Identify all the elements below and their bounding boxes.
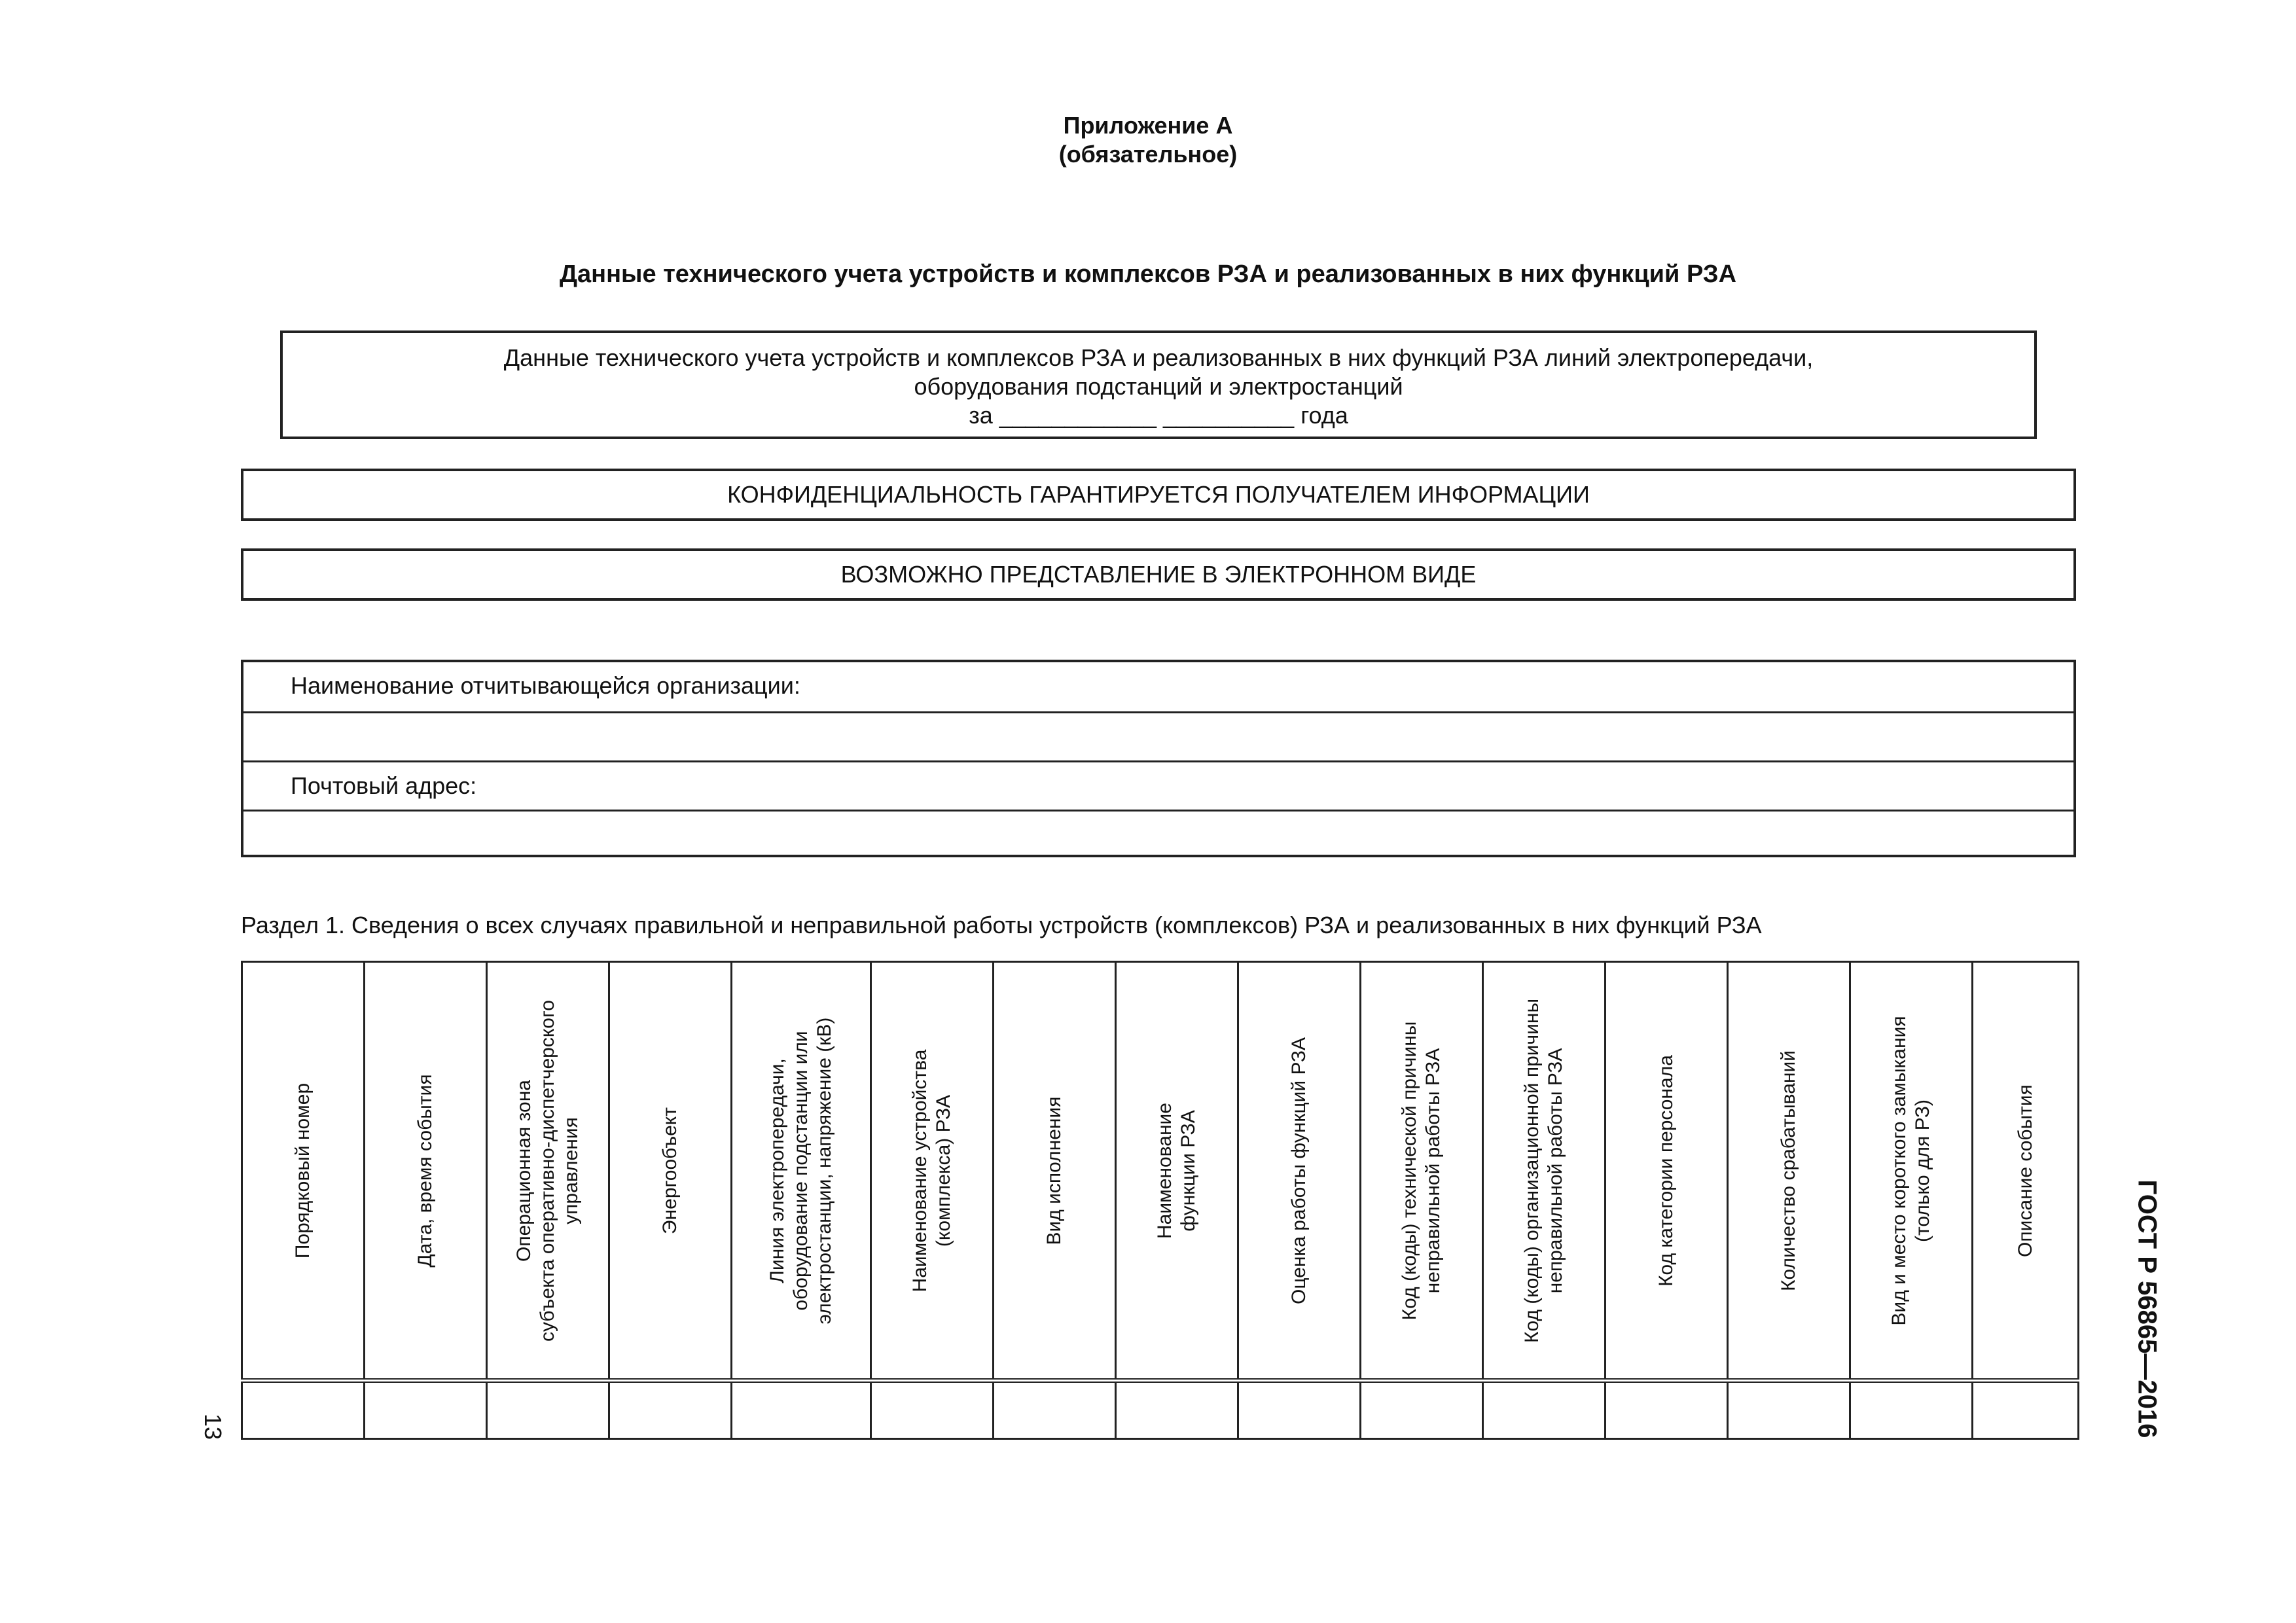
page-number-container xyxy=(196,1400,229,1453)
appendix-title: Приложение А xyxy=(1063,112,1233,139)
postal-address-field[interactable] xyxy=(243,810,2073,859)
column-header-label: Описание события xyxy=(2014,1084,2036,1257)
period-line-1: Данные технического учета устройств и комплексов РЗА и реализованных в них функций РЗА линий электропередачи, xyxy=(503,344,1814,371)
org-name-field[interactable] xyxy=(243,711,2073,760)
table-row xyxy=(242,1381,2079,1439)
org-name-label: Наименование отчитывающейся организации: xyxy=(291,672,800,699)
column-header-label: Порядковый номер xyxy=(292,1082,314,1258)
column-header-energy-facility xyxy=(609,962,732,1381)
column-header-power-line-equipment xyxy=(732,962,871,1381)
column-header-function-assessment xyxy=(1238,962,1361,1381)
column-header-technical-cause-code xyxy=(1361,962,1483,1381)
table-cell[interactable] xyxy=(1605,1381,1728,1439)
column-header-label: Код (коды) организационной причины неправильной работы РЗА xyxy=(1521,998,1566,1343)
postal-address-label: Почтовый адрес: xyxy=(243,760,2073,810)
standard-code: ГОСТ Р 56865—2016 xyxy=(2132,1179,2162,1438)
column-header-label: Код (коды) технической причины неправильной работы РЗА xyxy=(1399,1021,1444,1320)
column-header-function-name xyxy=(1116,962,1238,1381)
column-header-device-name xyxy=(871,962,994,1381)
column-header-personnel-category xyxy=(1605,962,1728,1381)
column-header-short-circuit xyxy=(1850,962,1973,1381)
period-line-2: оборудования подстанций и электростанций xyxy=(914,373,1403,400)
column-header-label: Дата, время события xyxy=(414,1073,436,1268)
table-cell[interactable] xyxy=(1238,1381,1361,1439)
reporting-period-box xyxy=(280,330,2037,439)
period-line-3: за ____________ __________ года xyxy=(969,402,1348,429)
column-header-label: Наименование устройства (комплекса) РЗА xyxy=(909,1049,954,1292)
electronic-format-banner: ВОЗМОЖНО ПРЕДСТАВЛЕНИЕ В ЭЛЕКТРОННОМ ВИДЕ xyxy=(241,548,2076,601)
column-header-label: Вид и место короткого замыкания (только для РЗ) xyxy=(1888,1015,1933,1326)
table-cell[interactable] xyxy=(871,1381,994,1439)
column-header-label: Количество срабатываний xyxy=(1778,1050,1799,1291)
table-cell[interactable] xyxy=(609,1381,732,1439)
organization-info-box xyxy=(241,660,2076,857)
column-header-label: Наименование функции РЗА xyxy=(1154,1102,1199,1239)
column-header-event-datetime xyxy=(365,962,487,1381)
table-cell[interactable] xyxy=(1973,1381,2079,1439)
table-cell[interactable] xyxy=(994,1381,1116,1439)
appendix-status: (обязательное) xyxy=(1058,141,1238,168)
table-cell[interactable] xyxy=(1728,1381,1850,1439)
confidentiality-banner: КОНФИДЕНЦИАЛЬНОСТЬ ГАРАНТИРУЕТСЯ ПОЛУЧАТЕЛЕМ ИНФОРМАЦИИ xyxy=(241,469,2076,521)
column-header-label: Вид исполнения xyxy=(1043,1096,1065,1245)
table-header-row xyxy=(242,962,2079,1381)
table-cell[interactable] xyxy=(487,1381,609,1439)
page-number: 13 xyxy=(200,1413,226,1440)
column-header-label: Линия электропередачи, оборудование подстанции или электростанции, напряжение (кВ) xyxy=(766,1017,835,1324)
section-1-label: Раздел 1. Сведения о всех случаях правильной и неправильной работы устройств (комплексов) РЗА и реализованных в них функций РЗА xyxy=(241,912,1762,938)
table-cell[interactable] xyxy=(1483,1381,1605,1439)
document-title: Данные технического учета устройств и комплексов РЗА и реализованных в них функций РЗА xyxy=(559,260,1737,288)
column-header-label: Операционная зона субъекта оперативно-диспетчерского управления xyxy=(513,999,582,1342)
table-cell[interactable] xyxy=(732,1381,871,1439)
column-header-operational-zone xyxy=(487,962,609,1381)
table-cell[interactable] xyxy=(365,1381,487,1439)
events-register-table xyxy=(241,961,2079,1440)
column-header-event-description xyxy=(1973,962,2079,1381)
column-header-operations-count xyxy=(1728,962,1850,1381)
column-header-sequence-number xyxy=(242,962,365,1381)
standard-code-container xyxy=(2121,1165,2173,1453)
table-cell[interactable] xyxy=(242,1381,365,1439)
column-header-label: Энергообъект xyxy=(659,1107,681,1234)
table-cell[interactable] xyxy=(1116,1381,1238,1439)
table-cell[interactable] xyxy=(1361,1381,1483,1439)
column-header-label: Код категории персонала xyxy=(1655,1054,1677,1287)
column-header-label: Оценка работы функций РЗА xyxy=(1288,1037,1310,1304)
column-header-design-type xyxy=(994,962,1116,1381)
table-cell[interactable] xyxy=(1850,1381,1973,1439)
column-header-organizational-cause-code xyxy=(1483,962,1605,1381)
